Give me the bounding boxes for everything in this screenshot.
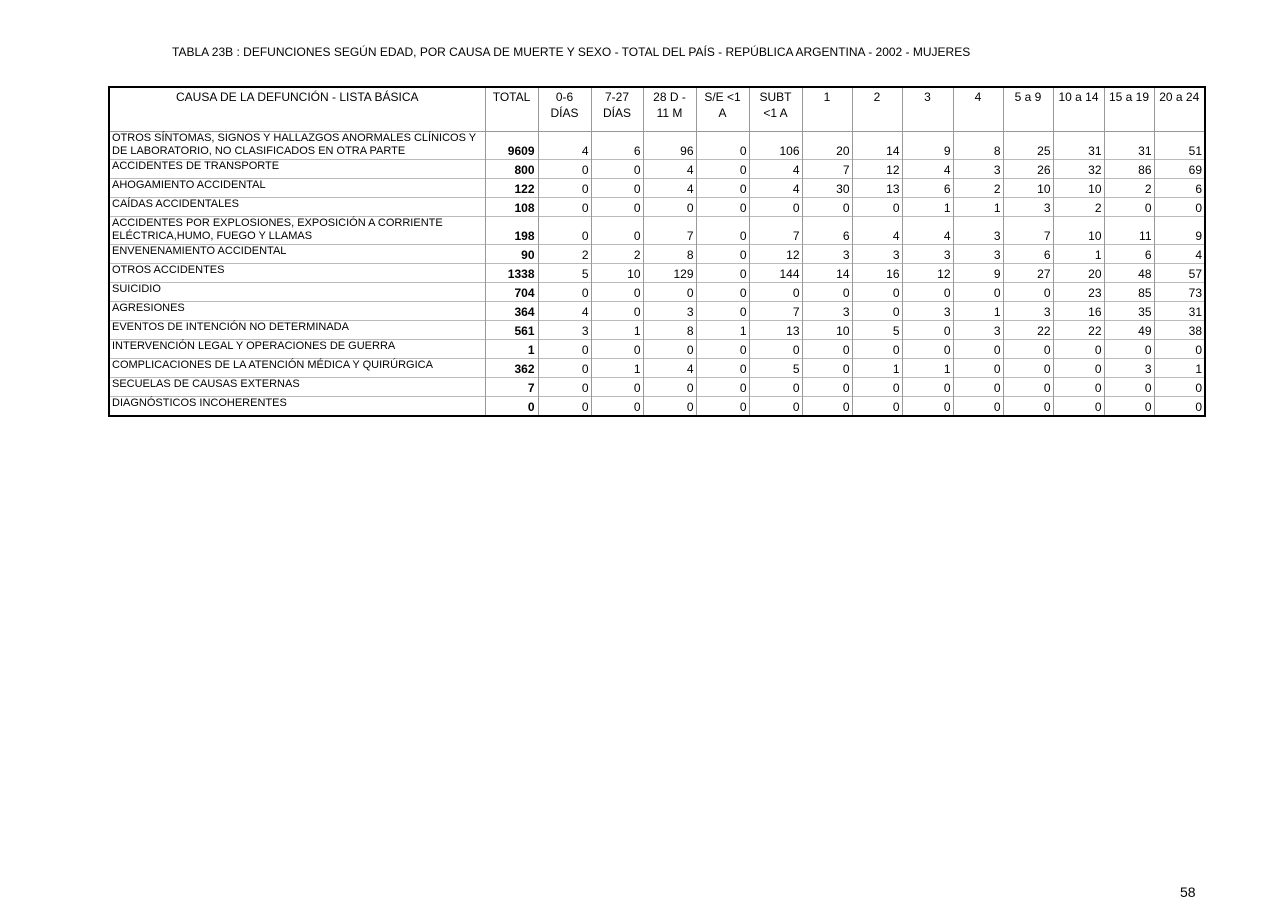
value-cell: 0 (696, 132, 749, 160)
value-cell: 0 (696, 340, 749, 359)
value-cell: 6 (1003, 245, 1053, 264)
value-cell: 73 (1154, 283, 1205, 302)
value-cell: 26 (1003, 160, 1053, 179)
value-cell: 0 (953, 340, 1003, 359)
value-cell: 0 (802, 198, 852, 217)
value-cell: 0 (696, 245, 749, 264)
cause-cell: SUICIDIO (109, 283, 485, 302)
value-cell: 5 (538, 264, 591, 283)
value-cell: 57 (1154, 264, 1205, 283)
table-row (109, 179, 1205, 198)
value-cell: 4 (749, 179, 802, 198)
cause-cell: AGRESIONES (109, 302, 485, 321)
table-row (109, 359, 1205, 378)
value-cell: 27 (1003, 264, 1053, 283)
value-cell: 0 (802, 378, 852, 397)
column-header: 10 a 14 (1053, 87, 1104, 132)
table-row (109, 321, 1205, 340)
value-cell: 0 (591, 397, 643, 417)
value-cell: 0 (538, 283, 591, 302)
value-cell: 2 (953, 179, 1003, 198)
table-row (109, 160, 1205, 179)
value-cell: 4 (643, 179, 696, 198)
value-cell: 0 (538, 359, 591, 378)
value-cell: 1 (591, 321, 643, 340)
value-cell: 86 (1104, 160, 1154, 179)
value-cell: 0 (538, 198, 591, 217)
table-row (109, 198, 1205, 217)
value-cell: 0 (1003, 340, 1053, 359)
column-header: 28 D - 11 M (643, 87, 696, 132)
value-cell: 0 (953, 283, 1003, 302)
table-body (109, 132, 1205, 417)
value-cell: 3 (902, 245, 953, 264)
value-cell: 0 (538, 179, 591, 198)
value-cell: 7 (749, 302, 802, 321)
value-cell: 4 (1154, 245, 1205, 264)
value-cell: 0 (1003, 283, 1053, 302)
value-cell: 12 (852, 160, 902, 179)
value-cell: 1 (696, 321, 749, 340)
value-cell: 22 (1053, 321, 1104, 340)
value-cell: 1 (591, 359, 643, 378)
value-cell: 0 (749, 378, 802, 397)
total-cell: 9609 (485, 132, 538, 160)
value-cell: 0 (591, 179, 643, 198)
value-cell: 5 (852, 321, 902, 340)
value-cell: 0 (749, 198, 802, 217)
value-cell: 23 (1053, 283, 1104, 302)
value-cell: 0 (1154, 378, 1205, 397)
value-cell: 0 (591, 198, 643, 217)
value-cell: 4 (902, 160, 953, 179)
value-cell: 31 (1053, 132, 1104, 160)
value-cell: 2 (1104, 179, 1154, 198)
value-cell: 69 (1154, 160, 1205, 179)
total-cell: 1 (485, 340, 538, 359)
value-cell: 0 (538, 217, 591, 245)
cause-cell: OTROS ACCIDENTES (109, 264, 485, 283)
column-header: S/E <1 A (696, 87, 749, 132)
total-cell: 122 (485, 179, 538, 198)
table-row (109, 283, 1205, 302)
mortality-table (108, 86, 1206, 417)
value-cell: 96 (643, 132, 696, 160)
value-cell: 1 (902, 198, 953, 217)
value-cell: 0 (538, 340, 591, 359)
value-cell: 0 (643, 198, 696, 217)
value-cell: 12 (749, 245, 802, 264)
value-cell: 6 (802, 217, 852, 245)
value-cell: 1 (953, 302, 1003, 321)
value-cell: 0 (591, 378, 643, 397)
value-cell: 0 (696, 217, 749, 245)
value-cell: 13 (749, 321, 802, 340)
value-cell: 8 (643, 321, 696, 340)
value-cell: 0 (852, 378, 902, 397)
value-cell: 0 (696, 397, 749, 417)
table-row (109, 302, 1205, 321)
value-cell: 85 (1104, 283, 1154, 302)
value-cell: 10 (591, 264, 643, 283)
table-row (109, 378, 1205, 397)
value-cell: 0 (643, 378, 696, 397)
table-row (109, 245, 1205, 264)
value-cell: 0 (749, 397, 802, 417)
value-cell: 4 (538, 132, 591, 160)
value-cell: 35 (1104, 302, 1154, 321)
table-row (109, 264, 1205, 283)
column-header-cause: CAUSA DE LA DEFUNCIÓN - LISTA BÁSICA (109, 87, 485, 132)
cause-cell: CAÍDAS ACCIDENTALES (109, 198, 485, 217)
cause-cell: ACCIDENTES DE TRANSPORTE (109, 160, 485, 179)
column-header: SUBT <1 A (749, 87, 802, 132)
value-cell: 0 (1104, 397, 1154, 417)
value-cell: 1 (953, 198, 1003, 217)
value-cell: 0 (902, 321, 953, 340)
value-cell: 32 (1053, 160, 1104, 179)
value-cell: 7 (802, 160, 852, 179)
value-cell: 49 (1104, 321, 1154, 340)
cause-cell: EVENTOS DE INTENCIÓN NO DETERMINADA (109, 321, 485, 340)
total-cell: 364 (485, 302, 538, 321)
value-cell: 20 (802, 132, 852, 160)
value-cell: 3 (1104, 359, 1154, 378)
value-cell: 0 (953, 397, 1003, 417)
value-cell: 0 (1053, 359, 1104, 378)
value-cell: 9 (902, 132, 953, 160)
cause-cell: DIAGNÓSTICOS INCOHERENTES (109, 397, 485, 417)
value-cell: 31 (1154, 302, 1205, 321)
cause-cell: INTERVENCIÓN LEGAL Y OPERACIONES DE GUERRA (109, 340, 485, 359)
value-cell: 12 (902, 264, 953, 283)
total-cell: 1338 (485, 264, 538, 283)
value-cell: 6 (1154, 179, 1205, 198)
value-cell: 0 (1154, 397, 1205, 417)
page-title: TABLA 23B : DEFUNCIONES SEGÚN EDAD, POR CAUSA DE MUERTE Y SEXO - TOTAL DEL PAÍS - REPÚBLICA ARGENTINA - 2002 - MUJERES (172, 45, 971, 59)
value-cell: 2 (538, 245, 591, 264)
value-cell: 3 (802, 302, 852, 321)
value-cell: 48 (1104, 264, 1154, 283)
total-cell: 800 (485, 160, 538, 179)
value-cell: 106 (749, 132, 802, 160)
value-cell: 0 (902, 397, 953, 417)
value-cell: 4 (749, 160, 802, 179)
value-cell: 0 (802, 283, 852, 302)
value-cell: 10 (1053, 179, 1104, 198)
value-cell: 0 (953, 359, 1003, 378)
value-cell: 0 (852, 340, 902, 359)
value-cell: 3 (538, 321, 591, 340)
value-cell: 0 (1104, 340, 1154, 359)
value-cell: 0 (591, 160, 643, 179)
value-cell: 13 (852, 179, 902, 198)
value-cell: 1 (1053, 245, 1104, 264)
value-cell: 9 (1154, 217, 1205, 245)
value-cell: 0 (1104, 378, 1154, 397)
value-cell: 4 (643, 359, 696, 378)
value-cell: 51 (1154, 132, 1205, 160)
value-cell: 3 (953, 160, 1003, 179)
value-cell: 0 (749, 340, 802, 359)
value-cell: 0 (1053, 378, 1104, 397)
value-cell: 10 (1053, 217, 1104, 245)
column-header: 5 a 9 (1003, 87, 1053, 132)
value-cell: 38 (1154, 321, 1205, 340)
value-cell: 0 (902, 378, 953, 397)
value-cell: 0 (1154, 198, 1205, 217)
column-header: 3 (902, 87, 953, 132)
value-cell: 3 (902, 302, 953, 321)
value-cell: 0 (1053, 397, 1104, 417)
header-row (109, 87, 1205, 132)
total-cell: 0 (485, 397, 538, 417)
column-header: 1 (802, 87, 852, 132)
value-cell: 0 (852, 397, 902, 417)
value-cell: 0 (696, 198, 749, 217)
value-cell: 0 (1104, 198, 1154, 217)
value-cell: 0 (1003, 359, 1053, 378)
value-cell: 2 (1053, 198, 1104, 217)
total-cell: 704 (485, 283, 538, 302)
value-cell: 0 (902, 283, 953, 302)
cause-cell: ACCIDENTES POR EXPLOSIONES, EXPOSICIÓN A CORRIENTE ELÉCTRICA,HUMO, FUEGO Y LLAMAS (109, 217, 485, 245)
value-cell: 8 (953, 132, 1003, 160)
value-cell: 0 (591, 340, 643, 359)
value-cell: 0 (538, 378, 591, 397)
total-cell: 90 (485, 245, 538, 264)
value-cell: 0 (1003, 378, 1053, 397)
column-header: 4 (953, 87, 1003, 132)
value-cell: 0 (643, 283, 696, 302)
value-cell: 0 (802, 359, 852, 378)
value-cell: 0 (696, 359, 749, 378)
value-cell: 0 (591, 217, 643, 245)
value-cell: 3 (852, 245, 902, 264)
value-cell: 0 (749, 283, 802, 302)
cause-cell: AHOGAMIENTO ACCIDENTAL (109, 179, 485, 198)
value-cell: 3 (953, 321, 1003, 340)
value-cell: 10 (1003, 179, 1053, 198)
column-header: 0-6 DÍAS (538, 87, 591, 132)
value-cell: 11 (1104, 217, 1154, 245)
column-header: 7-27 DÍAS (591, 87, 643, 132)
cause-cell: SECUELAS DE CAUSAS EXTERNAS (109, 378, 485, 397)
value-cell: 3 (643, 302, 696, 321)
value-cell: 2 (591, 245, 643, 264)
value-cell: 1 (902, 359, 953, 378)
value-cell: 0 (643, 397, 696, 417)
value-cell: 1 (852, 359, 902, 378)
value-cell: 14 (852, 132, 902, 160)
value-cell: 20 (1053, 264, 1104, 283)
value-cell: 0 (852, 198, 902, 217)
value-cell: 0 (802, 397, 852, 417)
value-cell: 144 (749, 264, 802, 283)
value-cell: 3 (953, 217, 1003, 245)
value-cell: 0 (696, 302, 749, 321)
total-cell: 7 (485, 378, 538, 397)
value-cell: 0 (902, 340, 953, 359)
total-cell: 561 (485, 321, 538, 340)
value-cell: 0 (696, 378, 749, 397)
value-cell: 0 (643, 340, 696, 359)
column-header: 20 a 24 (1154, 87, 1205, 132)
total-cell: 362 (485, 359, 538, 378)
value-cell: 6 (591, 132, 643, 160)
value-cell: 4 (852, 217, 902, 245)
value-cell: 6 (1104, 245, 1154, 264)
value-cell: 4 (643, 160, 696, 179)
value-cell: 0 (538, 160, 591, 179)
table-row (109, 217, 1205, 245)
value-cell: 4 (538, 302, 591, 321)
value-cell: 16 (852, 264, 902, 283)
page-number: 58 (1180, 884, 1196, 900)
value-cell: 0 (591, 302, 643, 321)
value-cell: 8 (643, 245, 696, 264)
value-cell: 7 (749, 217, 802, 245)
value-cell: 1 (1154, 359, 1205, 378)
value-cell: 22 (1003, 321, 1053, 340)
value-cell: 0 (591, 283, 643, 302)
table-row (109, 132, 1205, 160)
value-cell: 3 (1003, 198, 1053, 217)
value-cell: 129 (643, 264, 696, 283)
value-cell: 0 (696, 160, 749, 179)
value-cell: 0 (1003, 397, 1053, 417)
column-header: TOTAL (485, 87, 538, 132)
value-cell: 7 (643, 217, 696, 245)
value-cell: 25 (1003, 132, 1053, 160)
value-cell: 9 (953, 264, 1003, 283)
value-cell: 4 (902, 217, 953, 245)
total-cell: 108 (485, 198, 538, 217)
value-cell: 0 (852, 283, 902, 302)
table-row (109, 397, 1205, 417)
value-cell: 0 (696, 179, 749, 198)
value-cell: 3 (953, 245, 1003, 264)
value-cell: 30 (802, 179, 852, 198)
value-cell: 0 (1154, 340, 1205, 359)
value-cell: 10 (802, 321, 852, 340)
value-cell: 0 (802, 340, 852, 359)
value-cell: 0 (696, 264, 749, 283)
cause-cell: OTROS SÍNTOMAS, SIGNOS Y HALLAZGOS ANORMALES CLÍNICOS Y DE LABORATORIO, NO CLASIFICADOS EN OTRA PARTE (109, 132, 485, 160)
value-cell: 0 (538, 397, 591, 417)
value-cell: 0 (1053, 340, 1104, 359)
value-cell: 0 (953, 378, 1003, 397)
cause-cell: ENVENENAMIENTO ACCIDENTAL (109, 245, 485, 264)
cause-cell: COMPLICACIONES DE LA ATENCIÓN MÉDICA Y QUIRÚRGICA (109, 359, 485, 378)
column-header: 2 (852, 87, 902, 132)
value-cell: 0 (696, 283, 749, 302)
value-cell: 3 (1003, 302, 1053, 321)
value-cell: 3 (802, 245, 852, 264)
value-cell: 5 (749, 359, 802, 378)
value-cell: 16 (1053, 302, 1104, 321)
value-cell: 0 (852, 302, 902, 321)
value-cell: 7 (1003, 217, 1053, 245)
column-header: 15 a 19 (1104, 87, 1154, 132)
value-cell: 6 (902, 179, 953, 198)
table-row (109, 340, 1205, 359)
value-cell: 14 (802, 264, 852, 283)
value-cell: 31 (1104, 132, 1154, 160)
total-cell: 198 (485, 217, 538, 245)
